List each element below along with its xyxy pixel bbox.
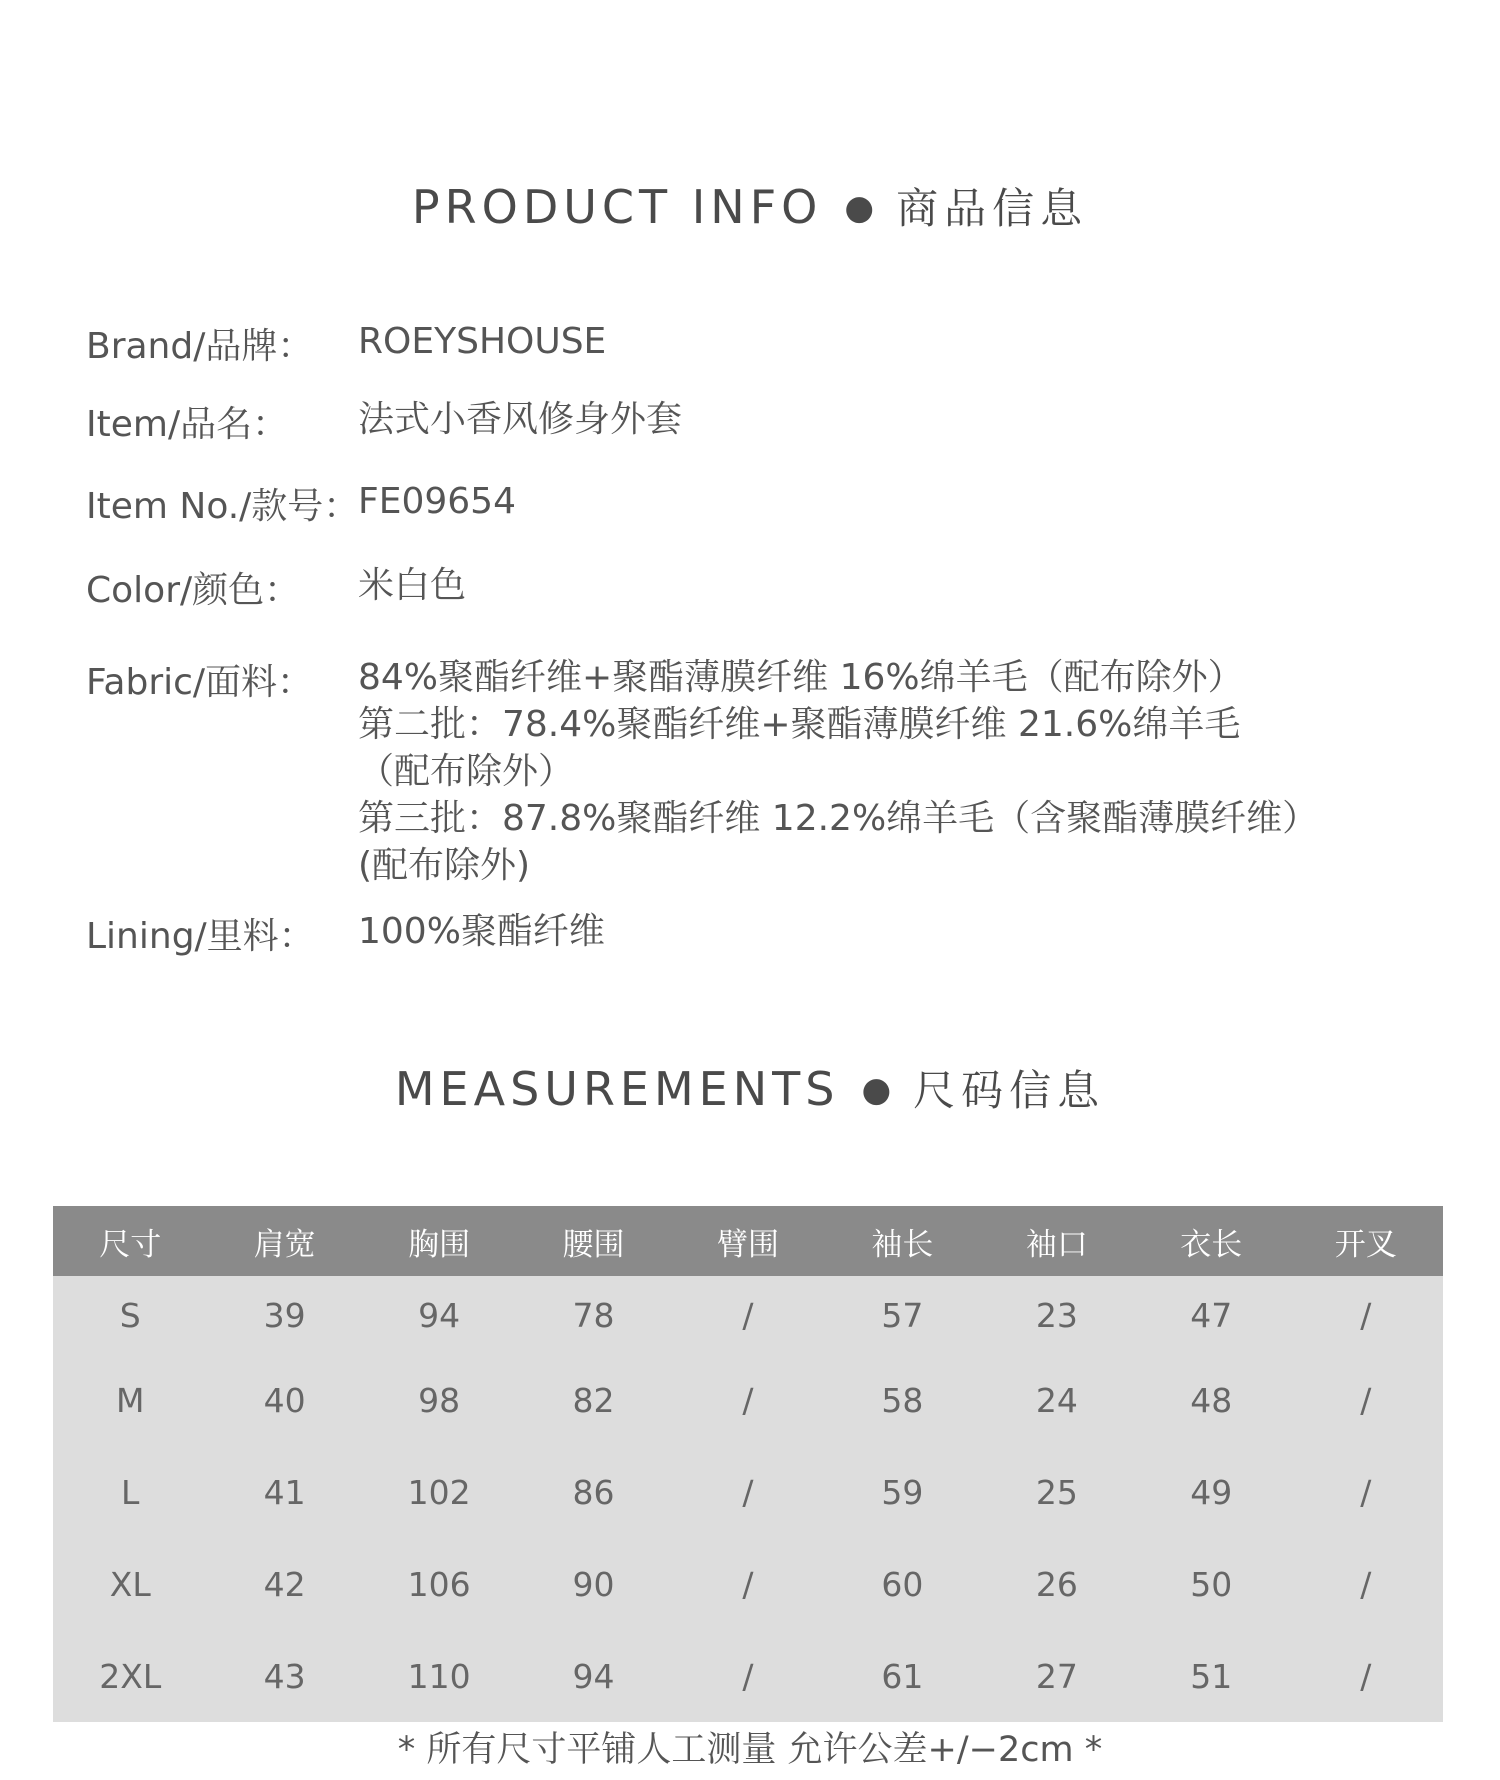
info-value-item: 法式小香风修身外套 <box>358 399 683 440</box>
info-value-brand: ROEYSHOUSE <box>358 321 607 362</box>
table-cell: / <box>742 1564 754 1604</box>
size-table-header-row <box>53 1206 1443 1276</box>
table-cell: 43 <box>263 1656 306 1696</box>
table-cell: 57 <box>881 1295 924 1335</box>
table-cell: M <box>115 1380 145 1420</box>
header-arm: 臂围 <box>716 1226 779 1263</box>
table-cell: 51 <box>1190 1656 1233 1696</box>
bullet-dot-icon: ● <box>844 188 875 228</box>
measurement-footnote: * 所有尺寸平铺人工测量 允许公差+/−2cm * <box>397 1730 1103 1770</box>
table-cell: 24 <box>1035 1380 1078 1420</box>
table-cell: 48 <box>1190 1380 1233 1420</box>
table-cell: 39 <box>263 1295 306 1335</box>
table-cell: 60 <box>881 1564 924 1604</box>
header-waist: 腰围 <box>562 1226 625 1263</box>
table-cell: 106 <box>407 1564 471 1604</box>
table-cell: 94 <box>572 1656 615 1696</box>
table-cell: 40 <box>263 1380 306 1420</box>
header-sleeve-length: 袖长 <box>871 1226 934 1263</box>
table-cell: / <box>1360 1564 1372 1604</box>
table-cell: 86 <box>572 1472 615 1512</box>
table-cell: 27 <box>1035 1656 1078 1696</box>
table-cell: 41 <box>263 1472 306 1512</box>
info-label-item: Item/品名： <box>86 404 289 445</box>
table-cell: 78 <box>572 1295 615 1335</box>
header-slit: 开叉 <box>1334 1226 1397 1263</box>
table-cell: 59 <box>881 1472 924 1512</box>
fabric-line: 第三批：87.8%聚酯纤维 12.2%绵羊毛（含聚酯薄膜纤维） <box>358 798 1319 839</box>
table-cell: / <box>1360 1380 1372 1420</box>
table-cell: 2XL <box>99 1656 162 1696</box>
info-value-color: 米白色 <box>358 565 467 606</box>
table-cell: 102 <box>407 1472 471 1512</box>
size-table <box>53 1206 1443 1722</box>
table-cell: 98 <box>418 1380 461 1420</box>
fabric-line: 84%聚酯纤维+聚酯薄膜纤维 16%绵羊毛（配布除外） <box>358 657 1244 698</box>
table-cell: / <box>742 1656 754 1696</box>
table-cell: / <box>742 1295 754 1335</box>
fabric-line: 第二批：78.4%聚酯纤维+聚酯薄膜纤维 21.6%绵羊毛 <box>358 704 1241 745</box>
info-label-color: Color/颜色： <box>86 570 301 611</box>
table-row <box>53 1276 1443 1354</box>
info-label-fabric: Fabric/面料： <box>86 662 314 703</box>
table-cell: 58 <box>881 1380 924 1420</box>
table-row <box>53 1630 1443 1722</box>
header-bust: 胸围 <box>408 1226 471 1263</box>
info-value-fabric <box>358 654 1318 889</box>
table-row <box>53 1538 1443 1630</box>
product-info-title <box>0 176 1500 236</box>
info-label-item-no: Item No./款号： <box>86 486 360 527</box>
table-cell: 49 <box>1190 1472 1233 1512</box>
header-length: 衣长 <box>1180 1226 1243 1263</box>
table-cell: / <box>742 1472 754 1512</box>
table-cell: S <box>119 1295 141 1335</box>
fabric-line: （配布除外） <box>358 751 575 792</box>
info-label-brand: Brand/品牌： <box>86 326 314 367</box>
table-cell: / <box>1360 1472 1372 1512</box>
table-cell: XL <box>109 1564 151 1604</box>
table-cell: / <box>1360 1656 1372 1696</box>
table-cell: / <box>742 1380 754 1420</box>
table-row <box>53 1446 1443 1538</box>
table-cell: / <box>1360 1295 1372 1335</box>
table-cell: 50 <box>1190 1564 1233 1604</box>
measurements-title-en: MEASUREMENTS <box>394 1062 840 1116</box>
info-value-lining: 100%聚酯纤维 <box>358 911 605 952</box>
bullet-dot-icon: ● <box>861 1070 892 1110</box>
table-cell: 110 <box>407 1656 471 1696</box>
product-info-title-zh: 商品信息 <box>896 184 1089 233</box>
table-cell: 90 <box>572 1564 615 1604</box>
table-cell: 61 <box>881 1656 924 1696</box>
table-cell: 47 <box>1190 1295 1233 1335</box>
header-size: 尺寸 <box>99 1226 162 1263</box>
measurements-title <box>0 1058 1500 1118</box>
info-label-lining: Lining/里料： <box>86 916 315 957</box>
info-value-item-no: FE09654 <box>358 481 516 522</box>
table-cell: L <box>121 1472 140 1512</box>
table-cell: 25 <box>1035 1472 1078 1512</box>
table-cell: 23 <box>1035 1295 1078 1335</box>
header-cuff: 袖口 <box>1025 1226 1088 1263</box>
table-cell: 82 <box>572 1380 615 1420</box>
product-info-title-en: PRODUCT INFO <box>411 180 823 234</box>
table-row <box>53 1354 1443 1446</box>
table-cell: 42 <box>263 1564 306 1604</box>
table-cell: 94 <box>418 1295 461 1335</box>
measurements-title-zh: 尺码信息 <box>913 1066 1106 1115</box>
fabric-line: (配布除外) <box>358 845 531 886</box>
table-cell: 26 <box>1035 1564 1078 1604</box>
header-shoulder: 肩宽 <box>253 1226 316 1263</box>
